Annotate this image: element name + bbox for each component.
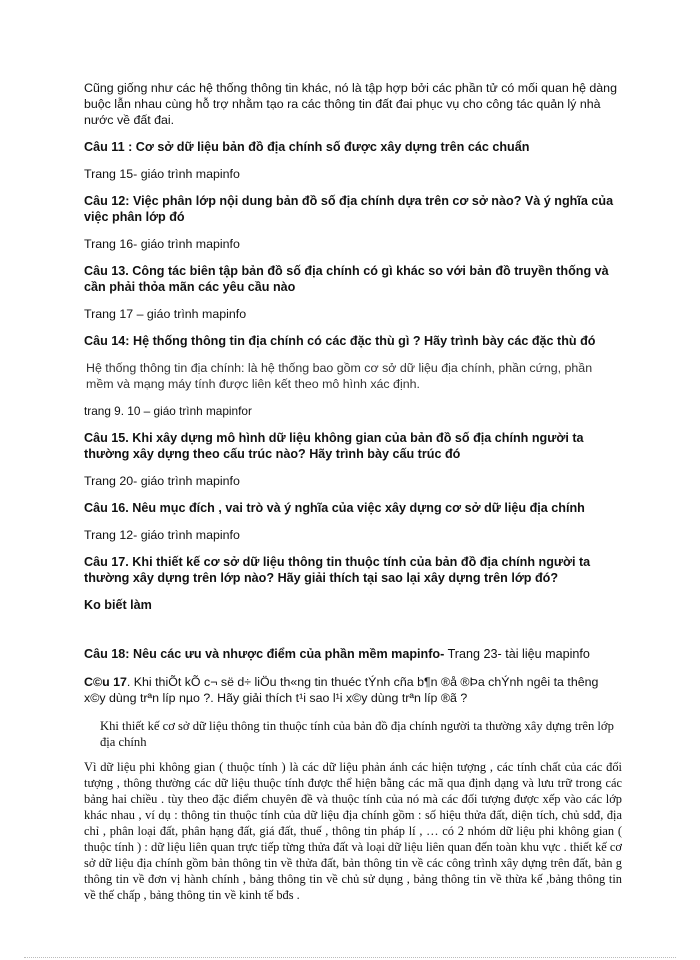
answer-16: Trang 12- giáo trình mapinfo <box>84 528 240 542</box>
question-16: Câu 16. Nêu mục đích , vai trò và ý nghĩa của việc xây dựng cơ sở dữ liệu địa chính <box>84 501 585 515</box>
answer-17-heading: Khi thiết kế cơ sở dữ liệu thông tin thuộc tính của bản đồ địa chính người ta thường xây dựng trên lớp địa chính <box>100 719 614 749</box>
garbled-question-17-label: C©u 17 <box>84 675 127 689</box>
answer-12: Trang 16- giáo trình mapinfo <box>84 237 240 251</box>
question-18 <box>84 646 622 662</box>
question-18-title: Câu 18: Nêu các ưu và nhược điểm của phần mềm mapinfo- <box>84 647 445 661</box>
page-bottom-rule <box>24 957 676 958</box>
section-gap <box>84 624 622 646</box>
question-11: Câu 11 : Cơ sở dữ liệu bản đồ địa chính số được xây dựng trên các chuẩn <box>84 140 530 154</box>
question-18-answer: Trang 23- tài liệu mapinfo <box>444 647 590 661</box>
answer-13: Trang 17 – giáo trình mapinfo <box>84 307 247 321</box>
answer-14-definition: Hệ thống thông tin địa chính: là hệ thống bao gồm cơ sở dữ liệu địa chính, phần cứng, phần mềm và mạng máy tính được liên kết theo mô hình xác định. <box>86 361 593 391</box>
document-body <box>84 80 622 903</box>
question-14: Câu 14: Hệ thống thông tin địa chính có các đặc thù gì ? Hãy trình bày các đặc thù đó <box>84 334 596 348</box>
question-13: Câu 13. Công tác biên tập bản đồ số địa chính có gì khác so với bản đồ truyền thống và cần phải thỏa mãn các yêu cầu nào <box>84 264 609 294</box>
garbled-question-17-text: . Khi thiÕt kÕ c¬ së d÷ liÖu th«ng tin thuéc tÝnh cña b¶n ®å ®Þa chÝnh ngêi ta thêng x©y dùng trªn líp nµo ?. Hãy giải thích t¹i sao l¹i x©y dùng trªn líp ®ã ? <box>84 675 599 705</box>
question-17: Câu 17. Khi thiết kế cơ sở dữ liệu thông tin thuộc tính của bản đồ địa chính người ta thường xây dựng trên lớp nào? Hãy giải thích tại sao lại xây dựng trên lớp đó? <box>84 555 591 585</box>
intro-paragraph: Cũng giống như các hệ thống thông tin khác, nó là tập hợp bởi các phần tử có mối quan hệ dàng buộc lẫn nhau cùng hỗ trợ nhằm tạo ra các thông tin đất đai phục vụ cho công tác quản lý nhà nước về đất đai. <box>84 81 617 127</box>
answer-11: Trang 15- giáo trình mapinfo <box>84 167 240 181</box>
answer-14: trang 9. 10 – giáo trình mapinfor <box>84 404 252 418</box>
answer-17: Ko biết làm <box>84 598 152 612</box>
answer-15: Trang 20- giáo trình mapinfo <box>84 474 240 488</box>
question-12: Câu 12: Việc phân lớp nội dung bản đồ số địa chính dựa trên cơ sở nào? Và ý nghĩa của việc phân lớp đó <box>84 194 614 224</box>
answer-17-explanation: Vì dữ liệu phi không gian ( thuộc tính ) là các dữ liệu phản ánh các hiện tượng , các tính chất của các đối tượng , thông thường các dữ liệu thuộc tính được thể hiện bằng các mã qua định dạng và lưu trữ trong các bảng hai chiều . tùy theo đặc điểm chuyên đề và thuộc tính của nó mà các đối tượng được xếp vào các lớp khác nhau , ví dụ : thông tin thuộc tính của dữ liệu địa chính gồm : số hiệu thửa đất, diện tích, chủ sdđ, địa chỉ , phân loại đất, phân hạng đất, giá đất, thuế , thông tin pháp lí , … có 2 nhóm dữ liệu phi không gian ( thuộc tính ) : dữ liệu liên quan trực tiếp từng thửa đất và loại dữ liệu liên quan đến toàn khu vực . thiết kế cơ sở dữ liệu địa chính gồm bản thông tin về thửa đất, bản thông tin về các công trình xây dựng trên đất, bản g thông tin về đơn vị hành chính , bảng thông tin về chủ sử dụng , bảng thông tin về thừa kế ,bảng thông tin về thế chấp , bảng thông tin về kinh tế bđs . <box>84 760 622 902</box>
question-15: Câu 15. Khi xây dựng mô hình dữ liệu không gian của bản đồ số địa chính người ta thường xây dựng theo cấu trúc nào? Hãy trình bày cấu trúc đó <box>84 431 584 461</box>
garbled-question-17 <box>84 674 622 706</box>
